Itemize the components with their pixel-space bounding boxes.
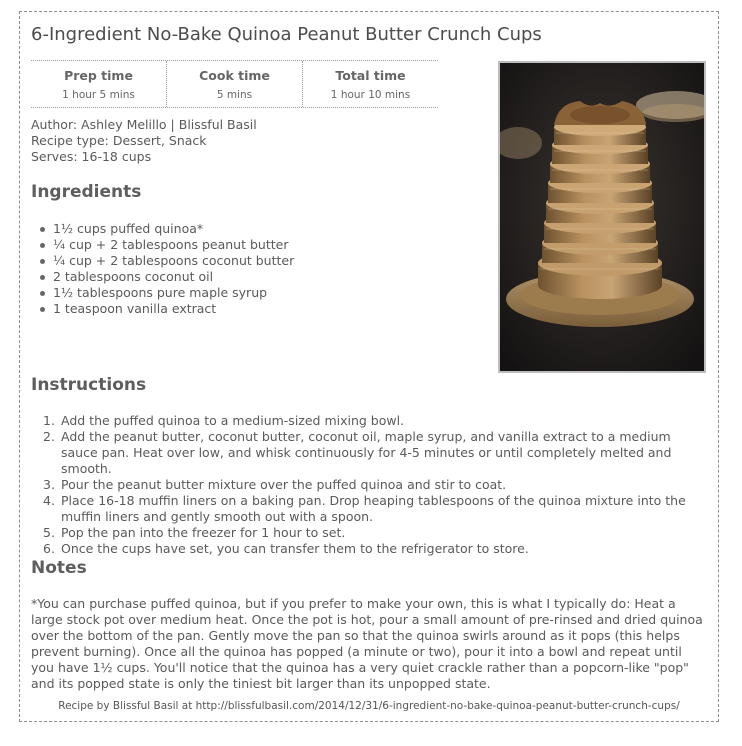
ingredients-heading: Ingredients — [31, 182, 142, 202]
list-item: ¼ cup + 2 tablespoons coconut butter — [53, 253, 295, 268]
list-item: ¼ cup + 2 tablespoons peanut butter — [53, 237, 294, 253]
prep-time-value: 1 hour 5 mins — [62, 89, 135, 101]
total-time-value: 1 hour 10 mins — [330, 89, 411, 101]
list-item: Add the peanut butter, coconut butter, coconut oil, maple syrup, and vanilla extract to a medium sauce pan. Heat over low, and whisk continuously for 4-5 minutes or until completely melted and smooth. — [61, 429, 672, 476]
recipe-type: Recipe type: Dessert, Snack — [31, 133, 207, 148]
peanut-butter-cups-image — [500, 63, 704, 371]
total-time — [302, 61, 438, 107]
list-item: 2 tablespoons coconut oil — [53, 269, 294, 285]
recipe-times — [31, 60, 438, 108]
instructions-list — [31, 413, 707, 557]
list-item: Place 16-18 muffin liners on a baking pan. Drop heaping tablespoons of the quinoa mixture into the muffin liners and gently smooth out with a spoon. — [61, 493, 686, 524]
recipe-author: Author: Ashley Melillo | Blissful Basil — [31, 117, 257, 132]
prep-time-label: Prep time — [64, 68, 133, 83]
list-item: 1½ tablespoons pure maple syrup — [53, 285, 294, 301]
recipe-title: 6-Ingredient No-Bake Quinoa Peanut Butter Crunch Cups — [31, 24, 542, 45]
list-item: Once the cups have set, you can transfer them to the refrigerator to store. — [61, 541, 529, 556]
notes-text: *You can purchase puffed quinoa, but if you prefer to make your own, this is what I typically do: Heat a large stock pot over medium heat. Once the pot is hot, pour a small amount of pre-rinsed and dried quinoa over the bottom of the pan. Gently move the pan so that the quinoa swirls around as it pops (this helps prevent burning). Once all the quinoa has popped (a minute or two), pour it into a bowl and repeat until you have 1½ cups. You'll notice that the quinoa has a very quiet crackle rather than a popcorn-like "pop" and its popped state is only the tiniest bit larger than its unpopped state. — [31, 596, 703, 691]
recipe-photo — [498, 61, 706, 373]
list-item: 1 teaspoon vanilla extract — [53, 301, 294, 317]
instructions-heading: Instructions — [31, 375, 147, 395]
prep-time — [31, 61, 166, 107]
recipe-card — [19, 11, 719, 722]
ingredients-list — [31, 221, 294, 317]
list-item: Add the puffed quinoa to a medium-sized mixing bowl. — [61, 413, 405, 428]
cook-time-label: Cook time — [199, 68, 270, 83]
cook-time — [166, 61, 302, 107]
recipe-serves: Serves: 16-18 cups — [31, 149, 152, 164]
recipe-meta — [31, 117, 257, 165]
total-time-label: Total time — [335, 68, 406, 83]
cook-time-value: 5 mins — [216, 89, 253, 101]
recipe-footer: Recipe by Blissful Basil at http://blissfulbasil.com/2014/12/31/6-ingredient-no-bake-quinoa-peanut-butter-crunch-cups/ — [58, 700, 680, 712]
list-item: Pour the peanut butter mixture over the puffed quinoa and stir to coat. — [61, 477, 507, 492]
list-item: 1½ cups puffed quinoa* — [53, 221, 294, 237]
list-item: Pop the pan into the freezer for 1 hour to set. — [61, 525, 346, 540]
notes-heading: Notes — [31, 558, 87, 578]
